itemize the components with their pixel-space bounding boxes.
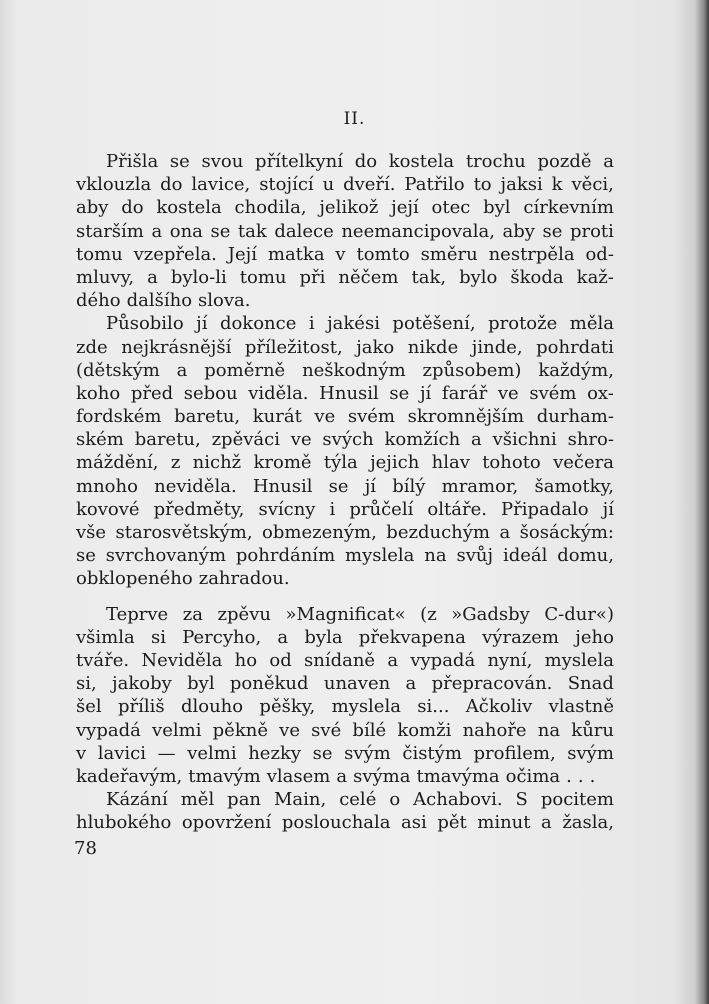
text-line: koho před sebou viděla. Hnusil se jí farář ve svém ox- bbox=[76, 382, 614, 404]
text-line: všimla si Percyho, a byla překvapena výrazem jeho bbox=[76, 626, 614, 648]
text-line: tváře. Neviděla ho od snídaně a vypadá nyní, myslela bbox=[76, 649, 614, 671]
paragraph bbox=[76, 603, 614, 789]
text-line: mluvy, a bylo-li tomu při něčem tak, bylo škoda kaž- bbox=[76, 266, 614, 288]
text-line: tomu vzepřela. Její matka v tomto směru nestrpěla od- bbox=[76, 243, 614, 265]
text-line: dého dalšího slova. bbox=[76, 290, 251, 312]
text-line: v lavici — velmi hezky se svým čistým profilem, svým bbox=[76, 742, 614, 764]
paragraph bbox=[76, 788, 614, 834]
text-line: se svrchovaným pohrdáním myslela na svůj ideál domu, bbox=[76, 545, 614, 567]
text-line: (dětským a poměrně neškodným způsobem) každým, bbox=[76, 359, 614, 381]
text-line: šel příliš dlouho pěšky, myslela si... Ačkoliv vlastně bbox=[76, 696, 614, 718]
text-line: si, jakoby byl poněkud unaven a přepracován. Snad bbox=[76, 673, 614, 695]
text-line: fordském baretu, kurát ve svém skromnějším durham- bbox=[76, 406, 614, 428]
text-line: ském baretu, zpěváci ve svých komžích a všichni shro- bbox=[76, 429, 614, 451]
text-line: Přišla se svou přítelkyní do kostela trochu pozdě a bbox=[106, 151, 614, 172]
text-line: mnoho neviděla. Hnusil se jí bílý mramor, šamotky, bbox=[76, 475, 614, 497]
paragraph bbox=[76, 312, 614, 590]
text-line: Teprve za zpěvu »Magnificat« (z »Gadsby C-dur«) bbox=[106, 603, 614, 625]
page-number: 78 bbox=[74, 838, 97, 859]
text-line: vše starosvětským, obmezeným, bezduchým a šosáckým: bbox=[76, 522, 614, 543]
text-line: vklouzla do lavice, stojící u dveří. Patřilo to jaksi k věci, bbox=[76, 174, 614, 196]
text-line: hlubokého opovržení poslouchala asi pět minut a žasla, bbox=[76, 812, 614, 834]
text-line: kadeřavým, tmavým vlasem a svýma tmavýma očima . . . bbox=[76, 765, 596, 787]
body-text bbox=[76, 150, 614, 834]
text-line: Působilo jí dokonce i jakési potěšení, protože měla bbox=[106, 313, 614, 335]
text-line: Kázání měl pan Main, celé o Achabovi. S pocitem bbox=[106, 789, 614, 811]
text-line: starším a ona se tak dalece neemancipovala, aby se proti bbox=[76, 220, 614, 242]
text-line: vypadá velmi pěkně ve své bílé komži nahoře na kůru bbox=[76, 719, 614, 741]
paragraph bbox=[76, 150, 614, 312]
text-line: zde nejkrásnější příležitost, jako nikde jinde, pohrdati bbox=[76, 336, 614, 358]
text-line: aby do kostela chodila, jelikož její otec byl církevním bbox=[76, 197, 614, 219]
chapter-heading: II. bbox=[343, 109, 366, 129]
text-line: máždění, z nichž kromě týla jejich hlav tohoto večera bbox=[76, 452, 614, 474]
text-line: kovové předměty, svícny i průčelí oltáře. Připadalo jí bbox=[76, 498, 614, 520]
text-line: obklopeného zahradou. bbox=[76, 568, 290, 590]
paragraph-gap bbox=[76, 591, 614, 603]
